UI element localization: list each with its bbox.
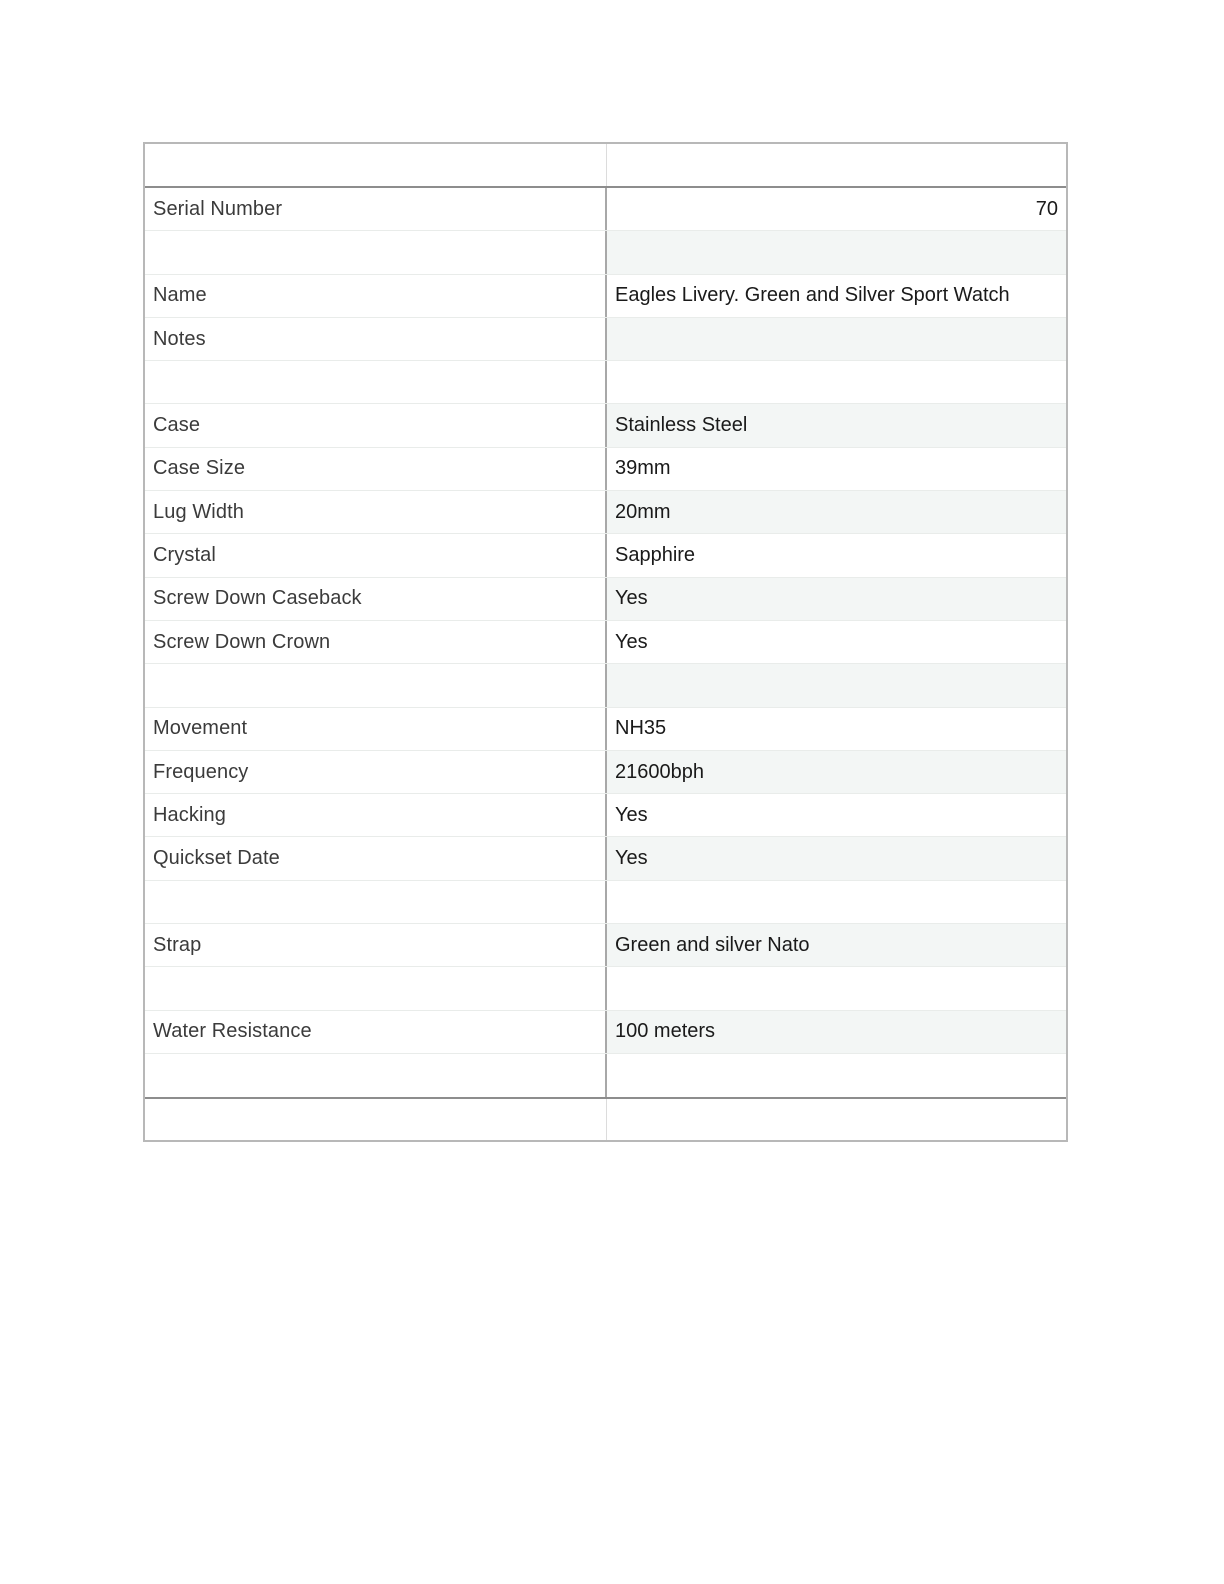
footer-cell	[145, 1099, 607, 1140]
row-value: Yes	[607, 578, 1066, 620]
table-row	[145, 708, 1066, 751]
row-label: Case	[145, 404, 607, 446]
row-label: Strap	[145, 924, 607, 966]
footer-row	[145, 1097, 1066, 1140]
row-label	[145, 967, 607, 1009]
row-value	[607, 664, 1066, 706]
table-row	[145, 361, 1066, 404]
row-label: Case Size	[145, 448, 607, 490]
header-row	[145, 144, 1066, 188]
row-value: 70	[607, 188, 1066, 230]
table-row	[145, 448, 1066, 491]
row-value	[607, 967, 1066, 1009]
row-label: Quickset Date	[145, 837, 607, 879]
row-label: Frequency	[145, 751, 607, 793]
spec-table	[143, 142, 1068, 1142]
row-value: 100 meters	[607, 1011, 1066, 1053]
row-label: Hacking	[145, 794, 607, 836]
header-cell	[145, 144, 607, 186]
table-row	[145, 881, 1066, 924]
row-label	[145, 361, 607, 403]
row-label: Lug Width	[145, 491, 607, 533]
table-row	[145, 751, 1066, 794]
table-row	[145, 578, 1066, 621]
row-value: Sapphire	[607, 534, 1066, 576]
row-label: Screw Down Caseback	[145, 578, 607, 620]
table-row	[145, 534, 1066, 577]
table-row	[145, 275, 1066, 318]
row-value: Yes	[607, 794, 1066, 836]
row-value	[607, 361, 1066, 403]
table-row	[145, 231, 1066, 274]
table-row	[145, 837, 1066, 880]
row-value	[607, 231, 1066, 273]
row-label	[145, 664, 607, 706]
row-value: 39mm	[607, 448, 1066, 490]
header-cell	[607, 144, 1066, 186]
table-row	[145, 188, 1066, 231]
row-label	[145, 881, 607, 923]
table-row	[145, 794, 1066, 837]
table-row	[145, 404, 1066, 447]
row-label: Crystal	[145, 534, 607, 576]
row-value: 21600bph	[607, 751, 1066, 793]
row-value: 20mm	[607, 491, 1066, 533]
row-label	[145, 1054, 607, 1097]
row-label: Water Resistance	[145, 1011, 607, 1053]
footer-cell	[607, 1099, 1066, 1140]
row-value: Eagles Livery. Green and Silver Sport Watch	[607, 275, 1066, 317]
table-row	[145, 491, 1066, 534]
row-label: Name	[145, 275, 607, 317]
table-row	[145, 924, 1066, 967]
row-label: Screw Down Crown	[145, 621, 607, 663]
row-value: Yes	[607, 621, 1066, 663]
row-label: Movement	[145, 708, 607, 750]
table-row	[145, 1054, 1066, 1097]
table-row	[145, 967, 1066, 1010]
row-value: Yes	[607, 837, 1066, 879]
table-row	[145, 1011, 1066, 1054]
row-label: Serial Number	[145, 188, 607, 230]
row-label	[145, 231, 607, 273]
row-value	[607, 318, 1066, 360]
row-value: Green and silver Nato	[607, 924, 1066, 966]
table-row	[145, 664, 1066, 707]
row-value	[607, 1054, 1066, 1097]
table-row	[145, 621, 1066, 664]
table-row	[145, 318, 1066, 361]
row-label: Notes	[145, 318, 607, 360]
row-value: Stainless Steel	[607, 404, 1066, 446]
row-value: NH35	[607, 708, 1066, 750]
row-value	[607, 881, 1066, 923]
